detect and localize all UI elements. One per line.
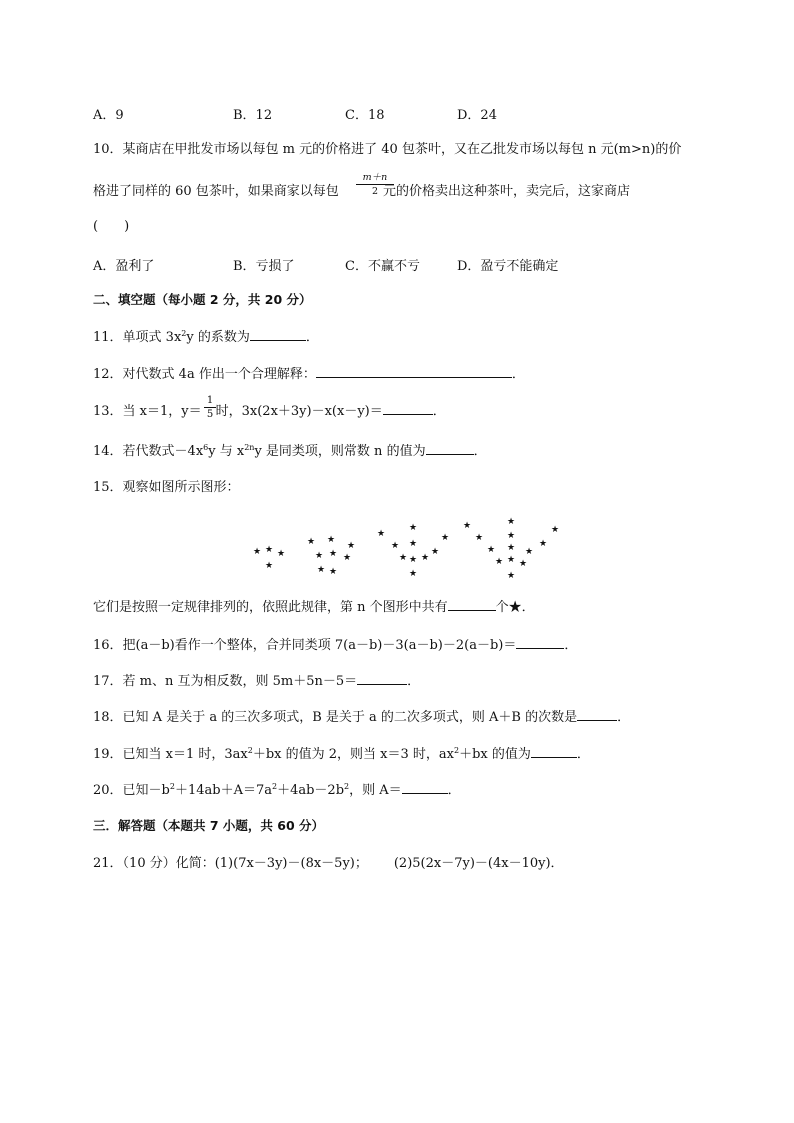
q10-fraction-numerator: m＋n <box>362 172 388 183</box>
q19-text-c: ＋bx 的值为 <box>459 747 531 762</box>
star-pattern-figure <box>245 512 565 582</box>
q10-answer-paren: ( ) <box>93 219 130 234</box>
q15: 15．观察如图所示图形： <box>93 480 240 495</box>
q20-text-b: ＋14ab＋A＝7a <box>174 783 272 798</box>
q15-text-b: 个★． <box>495 600 535 615</box>
q16-period: ． <box>564 638 578 653</box>
star-icon: ★ <box>441 533 450 543</box>
q13-fraction-denominator: 5 <box>206 409 214 420</box>
star-icon: ★ <box>327 535 336 545</box>
q14-blank <box>426 442 474 455</box>
q18-text-a: 18．已知 A 是关于 a 的三次多项式，B 是关于 a 的二次多项式，则 A＋B 的次数是 <box>93 710 578 725</box>
star-icon: ★ <box>409 539 418 549</box>
star-icon: ★ <box>265 561 274 571</box>
star-icon: ★ <box>307 537 316 547</box>
q13-fraction-numerator: 1 <box>206 395 214 406</box>
star-icon: ★ <box>487 545 496 555</box>
q20-exponent-2: 2 <box>272 782 278 791</box>
star-icon: ★ <box>551 525 560 535</box>
q21-part-1: 21．（10 分）化简：(1)(7x－3y)－(8x－5y)； <box>93 856 368 871</box>
q19-blank <box>531 745 577 758</box>
q14 <box>93 442 487 461</box>
q16-text-a: 16．把(a－b)看作一个整体，合并同类项 7(a－b)－3(a－b)－2(a－b)＝ <box>93 638 517 653</box>
q16 <box>93 636 577 655</box>
q12-text-a: 12．对代数式 4a 作出一个合理解释： <box>93 367 316 382</box>
q14-text-c: y 是同类项，则常数 n 的值为 <box>254 444 426 459</box>
q15-blank <box>448 598 496 611</box>
star-icon: ★ <box>317 565 326 575</box>
q15-text-a: 它们是按照一定规律排列的，依照此规律，第 n 个图形中共有 <box>93 600 448 615</box>
q19-text-a: 19．已知当 x＝1 时，3ax <box>93 747 248 762</box>
q9-option-b: B．12 <box>233 108 273 123</box>
q13-text-b: 时，3x(2x＋3y)－x(x－y)＝ <box>215 404 383 419</box>
q21-part-2: (2)5(2x－7y)－(4x－10y)． <box>393 856 564 871</box>
q11-text-a: 11．单项式 3x <box>93 330 182 345</box>
star-icon: ★ <box>329 549 338 559</box>
q20-text-c: ＋4ab－2b <box>277 783 345 798</box>
q9-option-c: C．18 <box>345 108 385 123</box>
star-icon: ★ <box>315 551 324 561</box>
q19-period: ． <box>576 747 590 762</box>
q14-text-b: y 与 x <box>208 444 245 459</box>
q14-period: ． <box>473 444 487 459</box>
q11-blank <box>250 328 306 341</box>
q13-period: ． <box>432 404 446 419</box>
q10-option-b: B．亏损了 <box>233 259 295 274</box>
star-icon: ★ <box>495 557 504 567</box>
q12-blank <box>316 365 512 378</box>
q10-fraction-bar <box>356 184 394 185</box>
star-icon: ★ <box>329 567 338 577</box>
q13-text-a: 13．当 x＝1，y＝ <box>93 404 202 419</box>
star-icon: ★ <box>507 543 516 553</box>
q17-period: ． <box>407 674 421 689</box>
star-icon: ★ <box>347 541 356 551</box>
q19 <box>93 745 590 764</box>
q19-exponent-1: 2 <box>247 746 253 755</box>
q18-period: ． <box>617 710 631 725</box>
q13-blank <box>383 402 433 415</box>
star-icon: ★ <box>525 547 534 557</box>
star-icon: ★ <box>343 553 352 563</box>
section2-heading: 二、填空题（每小题 2 分，共 20 分） <box>93 292 312 307</box>
section3-heading: 三．解答题（本题共 7 小题，共 60 分） <box>93 818 325 833</box>
star-icon: ★ <box>391 541 400 551</box>
star-icon: ★ <box>377 529 386 539</box>
star-icon: ★ <box>409 569 418 579</box>
q12-period: ． <box>511 367 525 382</box>
q20-exponent-1: 2 <box>169 782 175 791</box>
star-icon: ★ <box>507 531 516 541</box>
q14-exponent-1: 6 <box>203 443 209 452</box>
q11-text-b: y 的系数为 <box>186 330 250 345</box>
star-icon: ★ <box>409 523 418 533</box>
q20 <box>93 781 461 800</box>
q10-fraction-denominator: 2 <box>371 186 379 197</box>
q11 <box>93 328 319 347</box>
q13 <box>93 402 446 421</box>
star-icon: ★ <box>265 545 274 555</box>
q14-text-a: 14．若代数式－4x <box>93 444 204 459</box>
star-icon: ★ <box>507 571 516 581</box>
q10-option-d: D．盈亏不能确定 <box>457 259 559 274</box>
q9-option-a: A．9 <box>93 108 124 123</box>
q20-exponent-3: 2 <box>344 782 350 791</box>
star-icon: ★ <box>463 521 472 531</box>
star-icon: ★ <box>277 549 286 559</box>
q9-option-d: D．24 <box>457 108 497 123</box>
q21 <box>93 855 564 873</box>
q17-blank <box>357 672 407 685</box>
star-icon: ★ <box>519 559 528 569</box>
star-icon: ★ <box>399 553 408 563</box>
q14-exponent-2: 2n <box>244 443 255 452</box>
q10-line1: 10．某商店在甲批发市场以每包 m 元的价格进了 40 包茶叶，又在乙批发市场以每包 n 元(m>n)的价 <box>93 142 682 157</box>
q18-blank <box>577 708 617 721</box>
q12 <box>93 365 525 384</box>
q19-exponent-2: 2 <box>454 746 460 755</box>
star-icon: ★ <box>507 517 516 527</box>
q11-exponent: 2 <box>181 329 187 338</box>
q20-text-d: ，则 A＝ <box>349 783 402 798</box>
q10-option-c: C．不赢不亏 <box>345 259 420 274</box>
star-icon: ★ <box>253 547 262 557</box>
q16-blank <box>516 636 564 649</box>
star-icon: ★ <box>475 533 484 543</box>
q13-fraction <box>204 395 216 420</box>
q19-text-b: ＋bx 的值为 2，则当 x＝3 时，ax <box>252 747 454 762</box>
q17 <box>93 672 420 691</box>
q10-option-a: A．盈利了 <box>93 259 155 274</box>
q13-fraction-bar <box>204 407 216 408</box>
q20-text-a: 20．已知－b <box>93 783 170 798</box>
q11-period: ． <box>305 330 319 345</box>
star-icon: ★ <box>507 555 516 565</box>
q20-blank <box>402 781 448 794</box>
q18 <box>93 708 630 727</box>
star-icon: ★ <box>409 555 418 565</box>
q10-line2-text-b: 元的价格卖出这种茶叶，卖完后，这家商店 <box>382 184 630 199</box>
star-icon: ★ <box>421 553 430 563</box>
q17-text-a: 17．若 m、n 互为相反数，则 5m＋5n－5＝ <box>93 674 358 689</box>
star-icon: ★ <box>539 539 548 549</box>
star-icon: ★ <box>431 547 440 557</box>
q10-fraction <box>356 172 394 197</box>
q10-line2-text-a: 格进了同样的 60 包茶叶，如果商家以每包 <box>93 184 343 199</box>
q15-question <box>93 598 535 617</box>
q20-period: ． <box>447 783 461 798</box>
